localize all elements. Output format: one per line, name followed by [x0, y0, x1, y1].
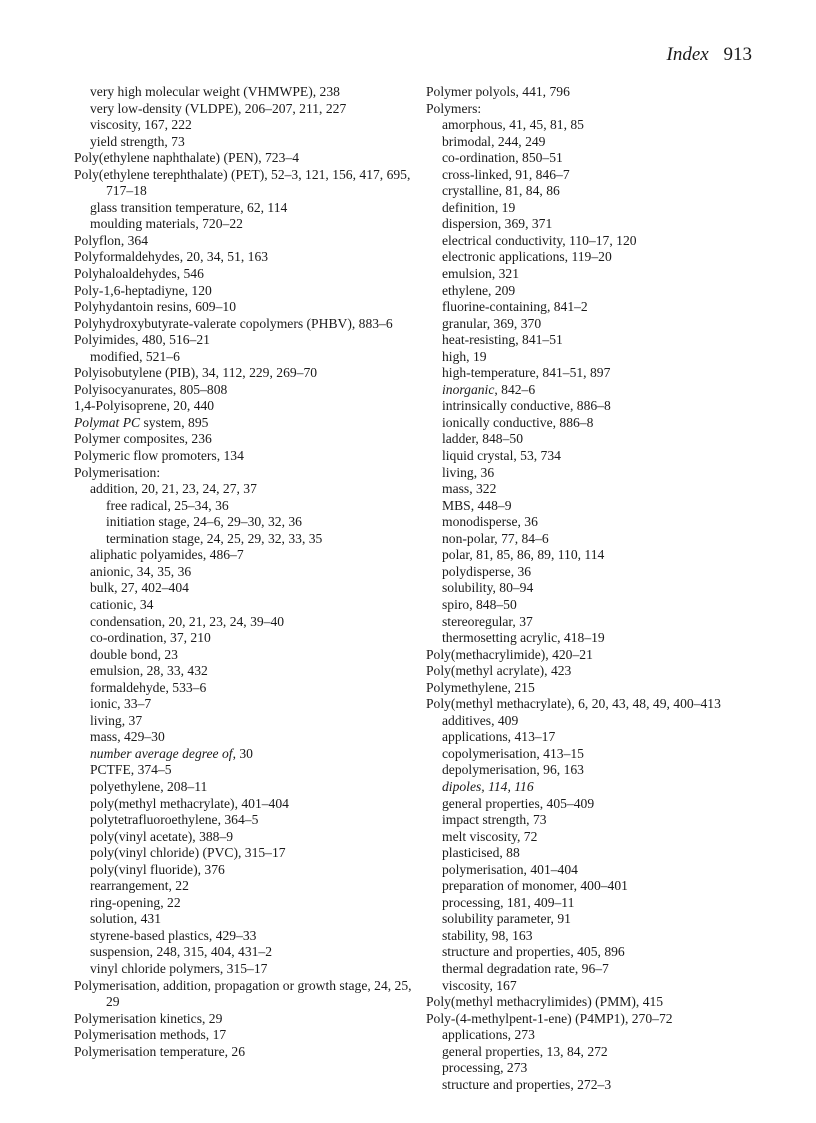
index-subentry: modified, 521–6: [90, 348, 180, 364]
index-subentry: processing, 273: [442, 1060, 528, 1076]
index-subentry: polyethylene, 208–11: [90, 778, 208, 794]
index-subentry: melt viscosity, 72: [442, 828, 538, 844]
index-entry: Poly(methyl acrylate), 423: [426, 663, 572, 679]
index-subentry: termination stage, 24, 25, 29, 32, 33, 35: [106, 530, 323, 546]
index-subentry: applications, 273: [442, 1027, 535, 1043]
index-subentry: ionic, 33–7: [90, 696, 152, 712]
index-entry: Polymeric flow promoters, 134: [74, 448, 244, 464]
index-subentry: stereoregular, 37: [442, 613, 533, 629]
index-column-right: [426, 84, 771, 1093]
index-subentry: high-temperature, 841–51, 897: [442, 365, 611, 381]
index-subentry: spiro, 848–50: [442, 596, 517, 612]
index-subentry: monodisperse, 36: [442, 514, 538, 530]
index-subentry: viscosity, 167, 222: [90, 117, 192, 133]
index-subentry: poly(vinyl acetate), 388–9: [90, 828, 234, 844]
index-subentry: addition, 20, 21, 23, 24, 27, 37: [90, 481, 257, 497]
index-subentry: depolymerisation, 96, 163: [442, 762, 584, 778]
index-subentry: poly(methyl methacrylate), 401–404: [90, 795, 289, 811]
index-subentry: amorphous, 41, 45, 81, 85: [442, 117, 584, 133]
index-subentry: living, 37: [90, 712, 143, 728]
index-subentry: cross-linked, 91, 846–7: [442, 166, 570, 182]
index-subentry: mass, 429–30: [90, 729, 165, 745]
index-subentry: copolymerisation, 413–15: [442, 745, 584, 761]
index-entry: Poly(methacrylimide), 420–21: [426, 646, 593, 662]
index-entry: Poly-(4-methylpent-1-ene) (P4MP1), 270–72: [426, 1010, 673, 1026]
index-subentry: plasticised, 88: [442, 845, 520, 861]
index-entry: Polyhydantoin resins, 609–10: [74, 299, 236, 315]
index-subentry: thermal degradation rate, 96–7: [442, 960, 609, 976]
index-subentry: solubility, 80–94: [442, 580, 534, 596]
index-subentry: [426, 779, 771, 796]
index-column-left: [74, 84, 419, 1060]
index-subentry: MBS, 448–9: [442, 497, 512, 513]
index-entry: [74, 415, 419, 432]
index-subentry: ring-opening, 22: [90, 894, 181, 910]
index-subentry: ethylene, 209: [442, 282, 516, 298]
page-number: 913: [723, 44, 752, 65]
index-subentry: thermosetting acrylic, 418–19: [442, 630, 605, 646]
index-subentry: anionic, 34, 35, 36: [90, 563, 192, 579]
index-subentry: fluorine-containing, 841–2: [442, 299, 588, 315]
index-subentry: definition, 19: [442, 199, 516, 215]
index-entry: Polyformaldehydes, 20, 34, 51, 163: [74, 249, 269, 265]
index-subentry: rearrangement, 22: [90, 878, 189, 894]
index-entry: Poly(methyl methacrylate), 6, 20, 43, 48, 49, 400–413: [426, 696, 721, 712]
index-subentry: cationic, 34: [90, 596, 154, 612]
index-subentry: polar, 81, 85, 86, 89, 110, 114: [442, 547, 605, 563]
index-subentry: polydisperse, 36: [442, 563, 532, 579]
index-subentry: living, 36: [442, 464, 495, 480]
index-subentry: polymerisation, 401–404: [442, 861, 578, 877]
index-entry-italic-term: Polymat PC: [74, 414, 141, 430]
index-subentry: very high molecular weight (VHMWPE), 238: [90, 84, 340, 99]
index-subentry: formaldehyde, 533–6: [90, 679, 207, 695]
index-entry: Poly(ethylene naphthalate) (PEN), 723–4: [74, 150, 299, 166]
index-subentry: bulk, 27, 402–404: [90, 580, 189, 596]
index-subentry: brimodal, 244, 249: [442, 133, 546, 149]
index-entry: Polyhaloaldehydes, 546: [74, 266, 204, 282]
index-entry: Polymer polyols, 441, 796: [426, 84, 570, 99]
index-subentry: polytetrafluoroethylene, 364–5: [90, 812, 259, 828]
index-subentry: ionically conductive, 886–8: [442, 414, 594, 430]
index-entry: Polymerisation kinetics, 29: [74, 1010, 223, 1026]
running-head: [667, 44, 752, 66]
index-subentry: intrinsically conductive, 886–8: [442, 398, 611, 414]
index-subentry: co-ordination, 37, 210: [90, 630, 211, 646]
index-entry: Polymer composites, 236: [74, 431, 212, 447]
index-entry-pages: , 30: [232, 745, 253, 761]
index-entry: Polyflon, 364: [74, 232, 149, 248]
index-entry-pages: , 842–6: [494, 381, 536, 397]
index-subentry: additives, 409: [442, 712, 519, 728]
index-subentry: electrical conductivity, 110–17, 120: [442, 232, 637, 248]
index-subentry: co-ordination, 850–51: [442, 150, 563, 166]
index-subentry: free radical, 25–34, 36: [106, 497, 229, 513]
index-subentry: ladder, 848–50: [442, 431, 523, 447]
index-subentry: structure and properties, 272–3: [442, 1076, 612, 1092]
running-head-title: Index: [666, 44, 709, 65]
index-subentry: styrene-based plastics, 429–33: [90, 927, 257, 943]
index-entry: Polyimides, 480, 516–21: [74, 332, 210, 348]
index-subentry: structure and properties, 405, 896: [442, 944, 625, 960]
index-entry-italic-term: inorganic: [442, 381, 495, 397]
index-subentry: general properties, 405–409: [442, 795, 595, 811]
index-subentry: [74, 746, 419, 763]
index-subentry: suspension, 248, 315, 404, 431–2: [90, 944, 273, 960]
index-entry: Polyisocyanurates, 805–808: [74, 381, 228, 397]
index-entry: Polymethylene, 215: [426, 679, 535, 695]
index-entry-italic-term: number average degree of: [90, 745, 233, 761]
index-subentry: stability, 98, 163: [442, 927, 533, 943]
index-subentry: high, 19: [442, 348, 487, 364]
index-entry: Poly-1,6-heptadiyne, 120: [74, 282, 212, 298]
index-subentry: liquid crystal, 53, 734: [442, 448, 561, 464]
index-subentry: emulsion, 321: [442, 266, 520, 282]
index-subentry: non-polar, 77, 84–6: [442, 530, 549, 546]
index-entry: Polyisobutylene (PIB), 34, 112, 229, 269–70: [74, 365, 318, 381]
index-subentry: glass transition temperature, 62, 114: [90, 199, 288, 215]
index-entry: Poly(methyl methacrylimides) (PMM), 415: [426, 994, 664, 1010]
index-entry-pages: system, 895: [140, 414, 209, 430]
index-entry: Polymerisation, addition, propagation or growth stage, 24, 25, 29: [74, 977, 412, 1010]
index-subentry: double bond, 23: [90, 646, 178, 662]
index-subentry: processing, 181, 409–11: [442, 894, 575, 910]
index-subentry: vinyl chloride polymers, 315–17: [90, 960, 268, 976]
index-subentry: moulding materials, 720–22: [90, 216, 243, 232]
index-subentry: heat-resisting, 841–51: [442, 332, 563, 348]
index-subentry: yield strength, 73: [90, 133, 185, 149]
index-subentry: PCTFE, 374–5: [90, 762, 172, 778]
index-subentry: [426, 382, 771, 399]
index-entry: 1,4-Polyisoprene, 20, 440: [74, 398, 215, 414]
index-subentry: poly(vinyl fluoride), 376: [90, 861, 225, 877]
index-entry: Polymerisation methods, 17: [74, 1027, 227, 1043]
index-subentry: initiation stage, 24–6, 29–30, 32, 36: [106, 514, 302, 530]
index-subentry: preparation of monomer, 400–401: [442, 878, 628, 894]
index-subentry: viscosity, 167: [442, 977, 517, 993]
index-subentry: solubility parameter, 91: [442, 911, 571, 927]
index-subentry: dispersion, 369, 371: [442, 216, 553, 232]
index-subentry: mass, 322: [442, 481, 497, 497]
index-entry: Polymerisation:: [74, 464, 161, 480]
index-subentry: condensation, 20, 21, 23, 24, 39–40: [90, 613, 285, 629]
index-entry: Polymerisation temperature, 26: [74, 1043, 246, 1059]
index-subentry: emulsion, 28, 33, 432: [90, 663, 208, 679]
index-subentry: applications, 413–17: [442, 729, 556, 745]
index-entry-italic-term: dipoles, 114, 116: [442, 778, 534, 794]
index-entry: Poly(ethylene terephthalate) (PET), 52–3, 121, 156, 417, 695, 717–18: [74, 166, 411, 199]
index-subentry: general properties, 13, 84, 272: [442, 1043, 608, 1059]
index-subentry: crystalline, 81, 84, 86: [442, 183, 560, 199]
index-subentry: granular, 369, 370: [442, 315, 542, 331]
index-subentry: very low-density (VLDPE), 206–207, 211, 227: [90, 100, 347, 116]
index-subentry: aliphatic polyamides, 486–7: [90, 547, 244, 563]
index-subentry: impact strength, 73: [442, 812, 547, 828]
index-subentry: poly(vinyl chloride) (PVC), 315–17: [90, 845, 286, 861]
index-subentry: solution, 431: [90, 911, 161, 927]
index-entry: Polyhydroxybutyrate-valerate copolymers (PHBV), 883–6: [74, 315, 393, 331]
index-subentry: electronic applications, 119–20: [442, 249, 612, 265]
index-entry: Polymers:: [426, 100, 482, 116]
